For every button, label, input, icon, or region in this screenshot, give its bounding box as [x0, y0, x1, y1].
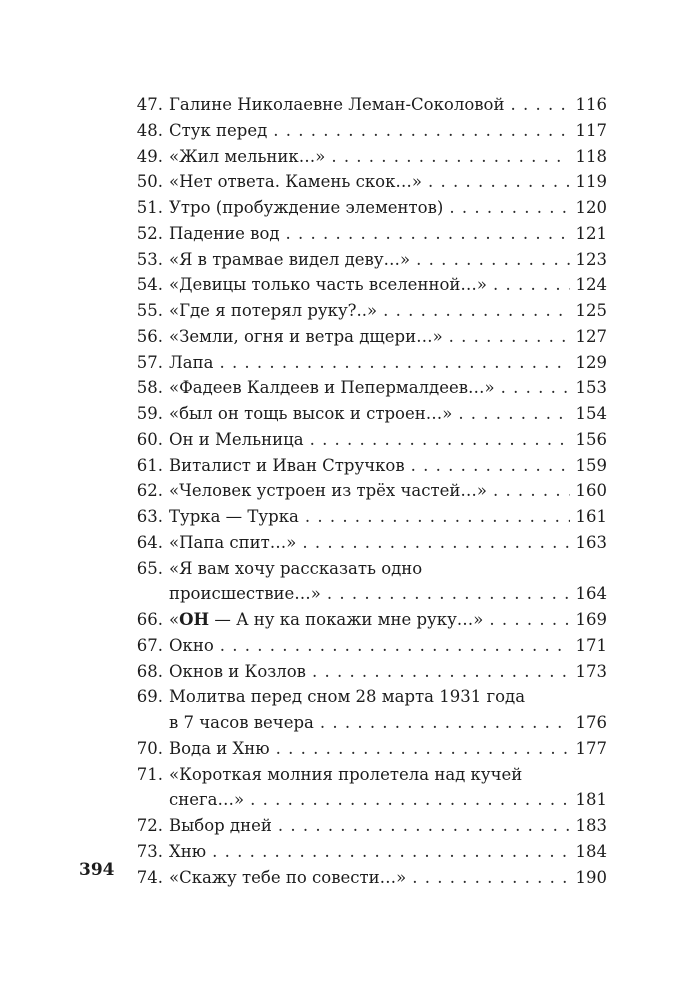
page-number: 394 — [79, 860, 115, 880]
entry-title: «Папа спит…» — [169, 532, 297, 552]
entry-page: 177 — [575, 738, 607, 758]
entry-body — [169, 607, 607, 633]
entry-line — [169, 530, 607, 556]
entry-number: 68. — [136, 661, 163, 681]
entry-body — [169, 350, 607, 376]
toc-entry — [125, 659, 607, 685]
toc-entry — [125, 530, 607, 556]
toc-entry — [125, 684, 607, 736]
entry-title: Галине Николаевне Леман-Соколовой — [169, 95, 505, 114]
entry-title: происшествие…» — [169, 584, 321, 604]
toc-entry — [125, 195, 607, 221]
entry-title: Стук перед — [169, 120, 268, 140]
entry-body — [169, 684, 607, 736]
entry-number: 53. — [136, 249, 163, 269]
dot-leader — [286, 221, 570, 247]
table-of-contents — [125, 92, 607, 890]
entry-page: 119 — [575, 172, 607, 192]
entry-body — [169, 144, 607, 170]
toc-entry — [125, 375, 607, 401]
entry-page: 190 — [575, 867, 607, 887]
entry-body — [169, 530, 607, 556]
entry-title: в 7 часов вечера — [169, 713, 314, 732]
entry-page: 181 — [575, 790, 607, 810]
dot-leader — [493, 478, 570, 504]
entry-number: 62. — [136, 481, 163, 501]
entry-title: Выбор дней — [169, 816, 272, 835]
entry-page: 124 — [575, 275, 607, 295]
entry-body — [169, 169, 607, 195]
entry-title: Турка — Турка — [169, 507, 299, 526]
entry-number: 73. — [136, 841, 163, 861]
dot-leader — [305, 504, 570, 530]
entry-line — [169, 324, 607, 350]
entry-line — [169, 247, 607, 273]
entry-page: 171 — [575, 635, 607, 655]
entry-body — [169, 659, 607, 685]
entry-title: «Земли, огня и ветра дщери…» — [169, 326, 443, 346]
entry-line — [169, 736, 607, 762]
entry-title: Вода и Хню — [169, 738, 270, 758]
entry-body — [169, 272, 607, 298]
entry-body — [169, 195, 607, 221]
entry-body — [169, 839, 607, 865]
entry-page: 154 — [575, 404, 607, 423]
entry-body — [169, 247, 607, 273]
entry-page: 123 — [575, 249, 607, 269]
toc-entry — [125, 427, 607, 453]
entry-page: 184 — [575, 841, 607, 861]
entry-body — [169, 427, 607, 453]
entry-line — [169, 427, 607, 453]
bold-prefix: ОН — [179, 610, 210, 629]
entry-line — [169, 195, 607, 221]
entry-page: 129 — [575, 352, 607, 372]
entry-title: снега…» — [169, 790, 245, 810]
entry-page: 173 — [575, 661, 607, 681]
toc-entry — [125, 504, 607, 530]
entry-title: «Скажу тебе по совести…» — [169, 867, 407, 887]
toc-entry — [125, 865, 607, 891]
entry-page: 127 — [575, 326, 607, 346]
entry-number: 60. — [136, 429, 163, 449]
toc-entry — [125, 478, 607, 504]
entry-line — [169, 684, 607, 710]
entry-page: 118 — [575, 146, 607, 166]
dot-leader — [331, 144, 569, 170]
entry-line — [169, 633, 607, 659]
entry-number: 72. — [136, 816, 163, 835]
entry-number: 58. — [136, 378, 163, 398]
entry-title: Молитва перед сном 28 марта 1931 года — [169, 687, 526, 707]
dot-leader — [449, 324, 570, 350]
entry-body — [169, 324, 607, 350]
toc-entry — [125, 324, 607, 350]
entry-line — [169, 118, 607, 144]
entry-page: 176 — [575, 713, 607, 732]
entry-line — [169, 375, 607, 401]
entry-number: 52. — [136, 223, 163, 243]
entry-title: Лапа — [169, 352, 214, 372]
entry-number: 69. — [136, 687, 163, 707]
entry-line — [169, 169, 607, 195]
entry-body — [169, 478, 607, 504]
entry-title: «ОН — А ну ка покажи мне руку…» — [169, 610, 484, 629]
entry-page: 153 — [575, 378, 607, 398]
entry-page: 116 — [575, 95, 607, 114]
toc-entry — [125, 350, 607, 376]
toc-entry — [125, 298, 607, 324]
dot-leader — [273, 118, 569, 144]
entry-number: 66. — [136, 610, 163, 629]
entry-line — [169, 478, 607, 504]
dot-leader — [510, 92, 569, 118]
entry-body — [169, 118, 607, 144]
entry-number: 61. — [136, 455, 163, 475]
entry-title: Виталист и Иван Стручков — [169, 455, 405, 475]
entry-number: 55. — [136, 301, 163, 320]
entry-line — [169, 659, 607, 685]
entry-page: 156 — [575, 429, 607, 449]
entry-line — [169, 401, 607, 427]
entry-title: Он и Мельница — [169, 429, 304, 449]
toc-entry — [125, 144, 607, 170]
entry-body — [169, 865, 607, 891]
toc-entry — [125, 221, 607, 247]
dot-leader — [501, 375, 570, 401]
entry-page: 169 — [575, 610, 607, 629]
toc-entry — [125, 633, 607, 659]
dot-leader — [493, 272, 570, 298]
entry-line — [169, 607, 607, 633]
entry-title: Утро (пробуждение элементов) — [169, 198, 444, 217]
entry-title: «Я вам хочу рассказать одно — [169, 558, 423, 578]
entry-line — [169, 762, 607, 788]
entry-line — [169, 556, 607, 582]
entry-title: «был он тощь высок и строен…» — [169, 404, 453, 423]
toc-entry — [125, 272, 607, 298]
entry-line — [169, 453, 607, 479]
entry-line — [169, 581, 607, 607]
dot-leader — [458, 401, 569, 427]
entry-line — [169, 92, 607, 118]
toc-entry — [125, 556, 607, 608]
entry-number: 47. — [136, 95, 163, 114]
toc-entry — [125, 762, 607, 814]
entry-body — [169, 298, 607, 324]
entry-number: 50. — [136, 172, 163, 192]
dot-leader — [278, 813, 570, 839]
dot-leader — [411, 453, 570, 479]
entry-title: «Нет ответа. Камень скок…» — [169, 172, 423, 192]
entry-body — [169, 556, 607, 608]
toc-entry — [125, 169, 607, 195]
dot-leader — [310, 427, 570, 453]
entry-page: 163 — [575, 532, 607, 552]
toc-entry — [125, 92, 607, 118]
entry-page: 159 — [575, 455, 607, 475]
entry-page: 125 — [575, 301, 607, 320]
entry-page: 121 — [575, 223, 607, 243]
toc-entry — [125, 401, 607, 427]
entry-page: 120 — [575, 198, 607, 217]
entry-number: 70. — [136, 738, 163, 758]
entry-page: 183 — [575, 816, 607, 835]
entry-number: 49. — [136, 146, 163, 166]
entry-line — [169, 839, 607, 865]
dot-leader — [320, 710, 570, 736]
entry-title: «Жил мельник…» — [169, 146, 326, 166]
entry-title: «Девицы только часть вселенной…» — [169, 275, 487, 295]
entry-title: Окнов и Козлов — [169, 661, 306, 681]
dot-leader — [212, 839, 569, 865]
toc-entry — [125, 813, 607, 839]
entry-body — [169, 813, 607, 839]
dot-leader — [428, 169, 569, 195]
dot-leader — [412, 865, 569, 891]
entry-line — [169, 865, 607, 891]
dot-leader — [489, 607, 569, 633]
entry-title: «Короткая молния пролетела над кучей — [169, 764, 523, 784]
entry-number: 54. — [136, 275, 163, 295]
entry-title: Падение вод — [169, 223, 280, 243]
entry-page: 164 — [575, 584, 607, 604]
entry-line — [169, 787, 607, 813]
dot-leader — [302, 530, 569, 556]
dot-leader — [449, 195, 569, 221]
dot-leader — [250, 787, 569, 813]
entry-number: 74. — [136, 867, 163, 887]
entry-line — [169, 504, 607, 530]
entry-body — [169, 736, 607, 762]
entry-title: Хню — [169, 841, 207, 861]
entry-number: 59. — [136, 404, 163, 423]
toc-entry — [125, 247, 607, 273]
entry-line — [169, 813, 607, 839]
entry-body — [169, 762, 607, 814]
toc-entry — [125, 453, 607, 479]
entry-line — [169, 298, 607, 324]
entry-line — [169, 144, 607, 170]
dot-leader — [219, 350, 569, 376]
entry-number: 56. — [136, 326, 163, 346]
dot-leader — [327, 581, 570, 607]
entry-number: 64. — [136, 532, 163, 552]
entry-title: «Где я потерял руку?..» — [169, 301, 378, 320]
entry-number: 51. — [136, 198, 163, 217]
entry-line — [169, 710, 607, 736]
entry-body — [169, 401, 607, 427]
entry-title: Окно — [169, 635, 214, 655]
entry-page: 117 — [575, 120, 607, 140]
entry-title: «Я в трамвае видел деву…» — [169, 249, 411, 269]
entry-number: 71. — [136, 764, 163, 784]
toc-entry — [125, 607, 607, 633]
entry-number: 65. — [136, 558, 163, 578]
dot-leader — [276, 736, 570, 762]
toc-entry — [125, 118, 607, 144]
entry-number: 57. — [136, 352, 163, 372]
entry-body — [169, 92, 607, 118]
entry-body — [169, 633, 607, 659]
entry-number: 67. — [136, 635, 163, 655]
entry-body — [169, 504, 607, 530]
dot-leader — [312, 659, 570, 685]
entry-body — [169, 375, 607, 401]
entry-body — [169, 221, 607, 247]
entry-line — [169, 272, 607, 298]
entry-page: 160 — [575, 481, 607, 501]
entry-body — [169, 453, 607, 479]
dot-leader — [220, 633, 570, 659]
entry-line — [169, 221, 607, 247]
entry-line — [169, 350, 607, 376]
toc-entry — [125, 839, 607, 865]
entry-title: «Фадеев Калдеев и Пепермалдеев…» — [169, 378, 495, 398]
entry-number: 48. — [136, 120, 163, 140]
toc-entry — [125, 736, 607, 762]
entry-title: «Человек устроен из трёх частей…» — [169, 481, 487, 501]
entry-page: 161 — [575, 507, 607, 526]
dot-leader — [416, 247, 569, 273]
entry-number: 63. — [136, 507, 163, 526]
dot-leader — [383, 298, 569, 324]
